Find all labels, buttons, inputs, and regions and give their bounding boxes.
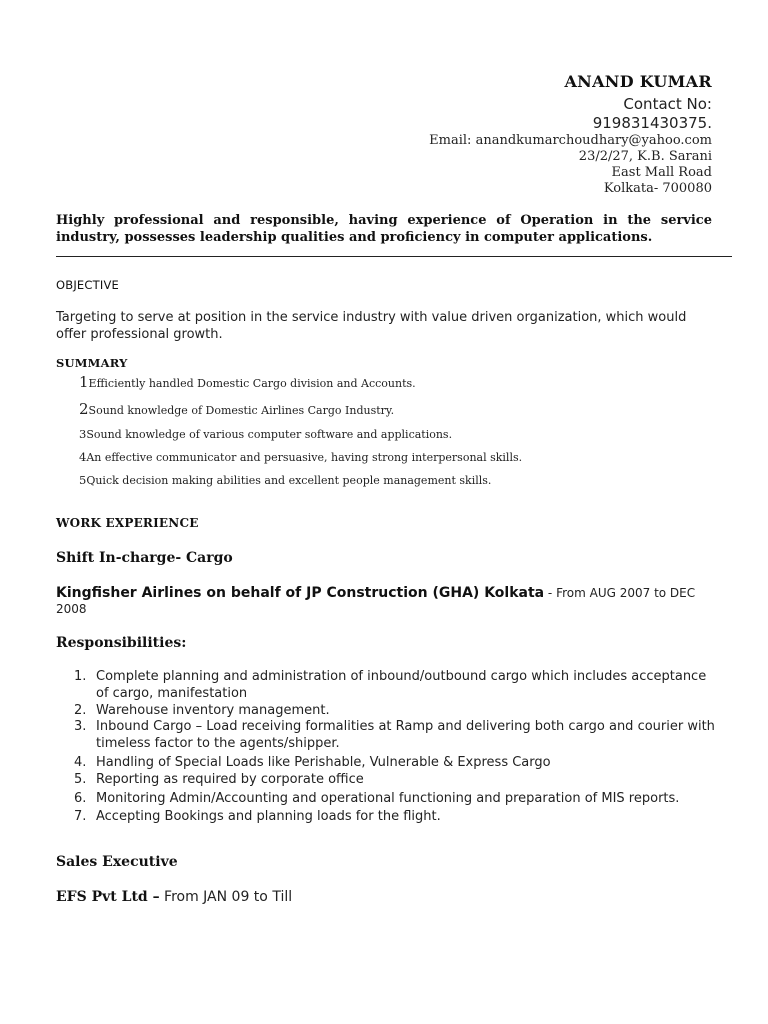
list-item xyxy=(56,755,716,772)
employment-period: From JAN 09 to Till xyxy=(159,889,293,905)
list-item-text: Reporting as required by corporate office xyxy=(96,771,364,787)
summary-item-number: 1 xyxy=(79,373,89,391)
summary-item xyxy=(79,400,394,418)
intro-statement: Highly professional and responsible, having experience of Operation in the service industry, possesses leadership qualities and proficiency in computer applications. xyxy=(56,213,712,245)
summary-item xyxy=(79,450,522,464)
employer-line xyxy=(56,585,706,617)
responsibilities-heading: Responsibilities: xyxy=(56,635,187,651)
list-item xyxy=(56,772,716,789)
list-item-number: 4. xyxy=(74,754,87,770)
responsibilities-list xyxy=(56,669,716,826)
email-address: Email: anandkumarchoudhary@yahoo.com xyxy=(429,133,712,148)
list-item-text: Inbound Cargo – Load receiving formalities at Ramp and delivering both cargo and courier with timeless factor to the agents/shipper. xyxy=(96,719,715,752)
employer-name: Kingfisher Airlines on behalf of JP Construction (GHA) Kolkata xyxy=(56,585,545,601)
summary-item-text: Quick decision making abilities and excellent people management skills. xyxy=(86,474,492,487)
summary-item xyxy=(79,427,452,441)
list-item-text: Monitoring Admin/Accounting and operational functioning and preparation of MIS reports. xyxy=(96,790,680,806)
contact-label: Contact No: xyxy=(623,95,712,113)
summary-item-number: 5 xyxy=(79,473,87,487)
list-item-number: 7. xyxy=(74,809,87,825)
list-item-number: 5. xyxy=(74,771,87,787)
list-item-text: Accepting Bookings and planning loads for the flight. xyxy=(96,809,441,825)
list-item xyxy=(56,669,716,703)
list-item-number: 3. xyxy=(74,719,87,735)
job-title: Sales Executive xyxy=(56,854,178,870)
list-item-number: 6. xyxy=(74,790,87,806)
summary-item-number: 4 xyxy=(79,450,87,464)
summary-item-text: Efficiently handled Domestic Cargo division and Accounts. xyxy=(88,377,416,390)
list-item xyxy=(56,791,716,808)
objective-heading: OBJECTIVE xyxy=(56,278,119,292)
summary-item-number: 3 xyxy=(79,427,87,441)
job-title: Shift In-charge- Cargo xyxy=(56,550,233,566)
address-line-1: 23/2/27, K.B. Sarani xyxy=(578,149,712,164)
list-item-text: Handling of Special Loads like Perishable, Vulnerable & Express Cargo xyxy=(96,754,551,770)
employment-period: - From AUG 2007 to DEC 2008 xyxy=(56,586,696,616)
summary-item-text: Sound knowledge of Domestic Airlines Cargo Industry. xyxy=(88,404,395,417)
summary-item xyxy=(79,373,416,391)
employer-name: EFS Pvt Ltd – xyxy=(56,889,160,905)
summary-heading: SUMMARY xyxy=(56,356,128,370)
address-line-2: East Mall Road xyxy=(611,165,712,180)
summary-item-number: 2 xyxy=(79,400,89,418)
candidate-name: ANAND KUMAR xyxy=(564,72,712,91)
section-divider xyxy=(56,256,732,257)
address-line-3: Kolkata- 700080 xyxy=(603,181,712,196)
list-item xyxy=(56,809,716,826)
list-item-text: Warehouse inventory management. xyxy=(96,702,330,718)
summary-item-text: An effective communicator and persuasive, having strong interpersonal skills. xyxy=(86,451,523,464)
list-item xyxy=(56,719,716,753)
list-item-number: 2. xyxy=(74,702,87,718)
summary-item-text: Sound knowledge of various computer software and applications. xyxy=(86,428,453,441)
list-item xyxy=(56,703,716,720)
objective-text: Targeting to serve at position in the service industry with value driven organization, which would offer professional growth. xyxy=(56,310,687,342)
summary-item xyxy=(79,473,491,487)
phone-number: 919831430375. xyxy=(592,114,712,132)
employer-line xyxy=(56,889,292,905)
work-experience-heading: WORK EXPERIENCE xyxy=(56,516,199,530)
list-item-number: 1. xyxy=(74,669,87,684)
list-item-text: Complete planning and administration of inbound/outbound cargo which includes acceptance of cargo, manifestation xyxy=(96,669,707,701)
